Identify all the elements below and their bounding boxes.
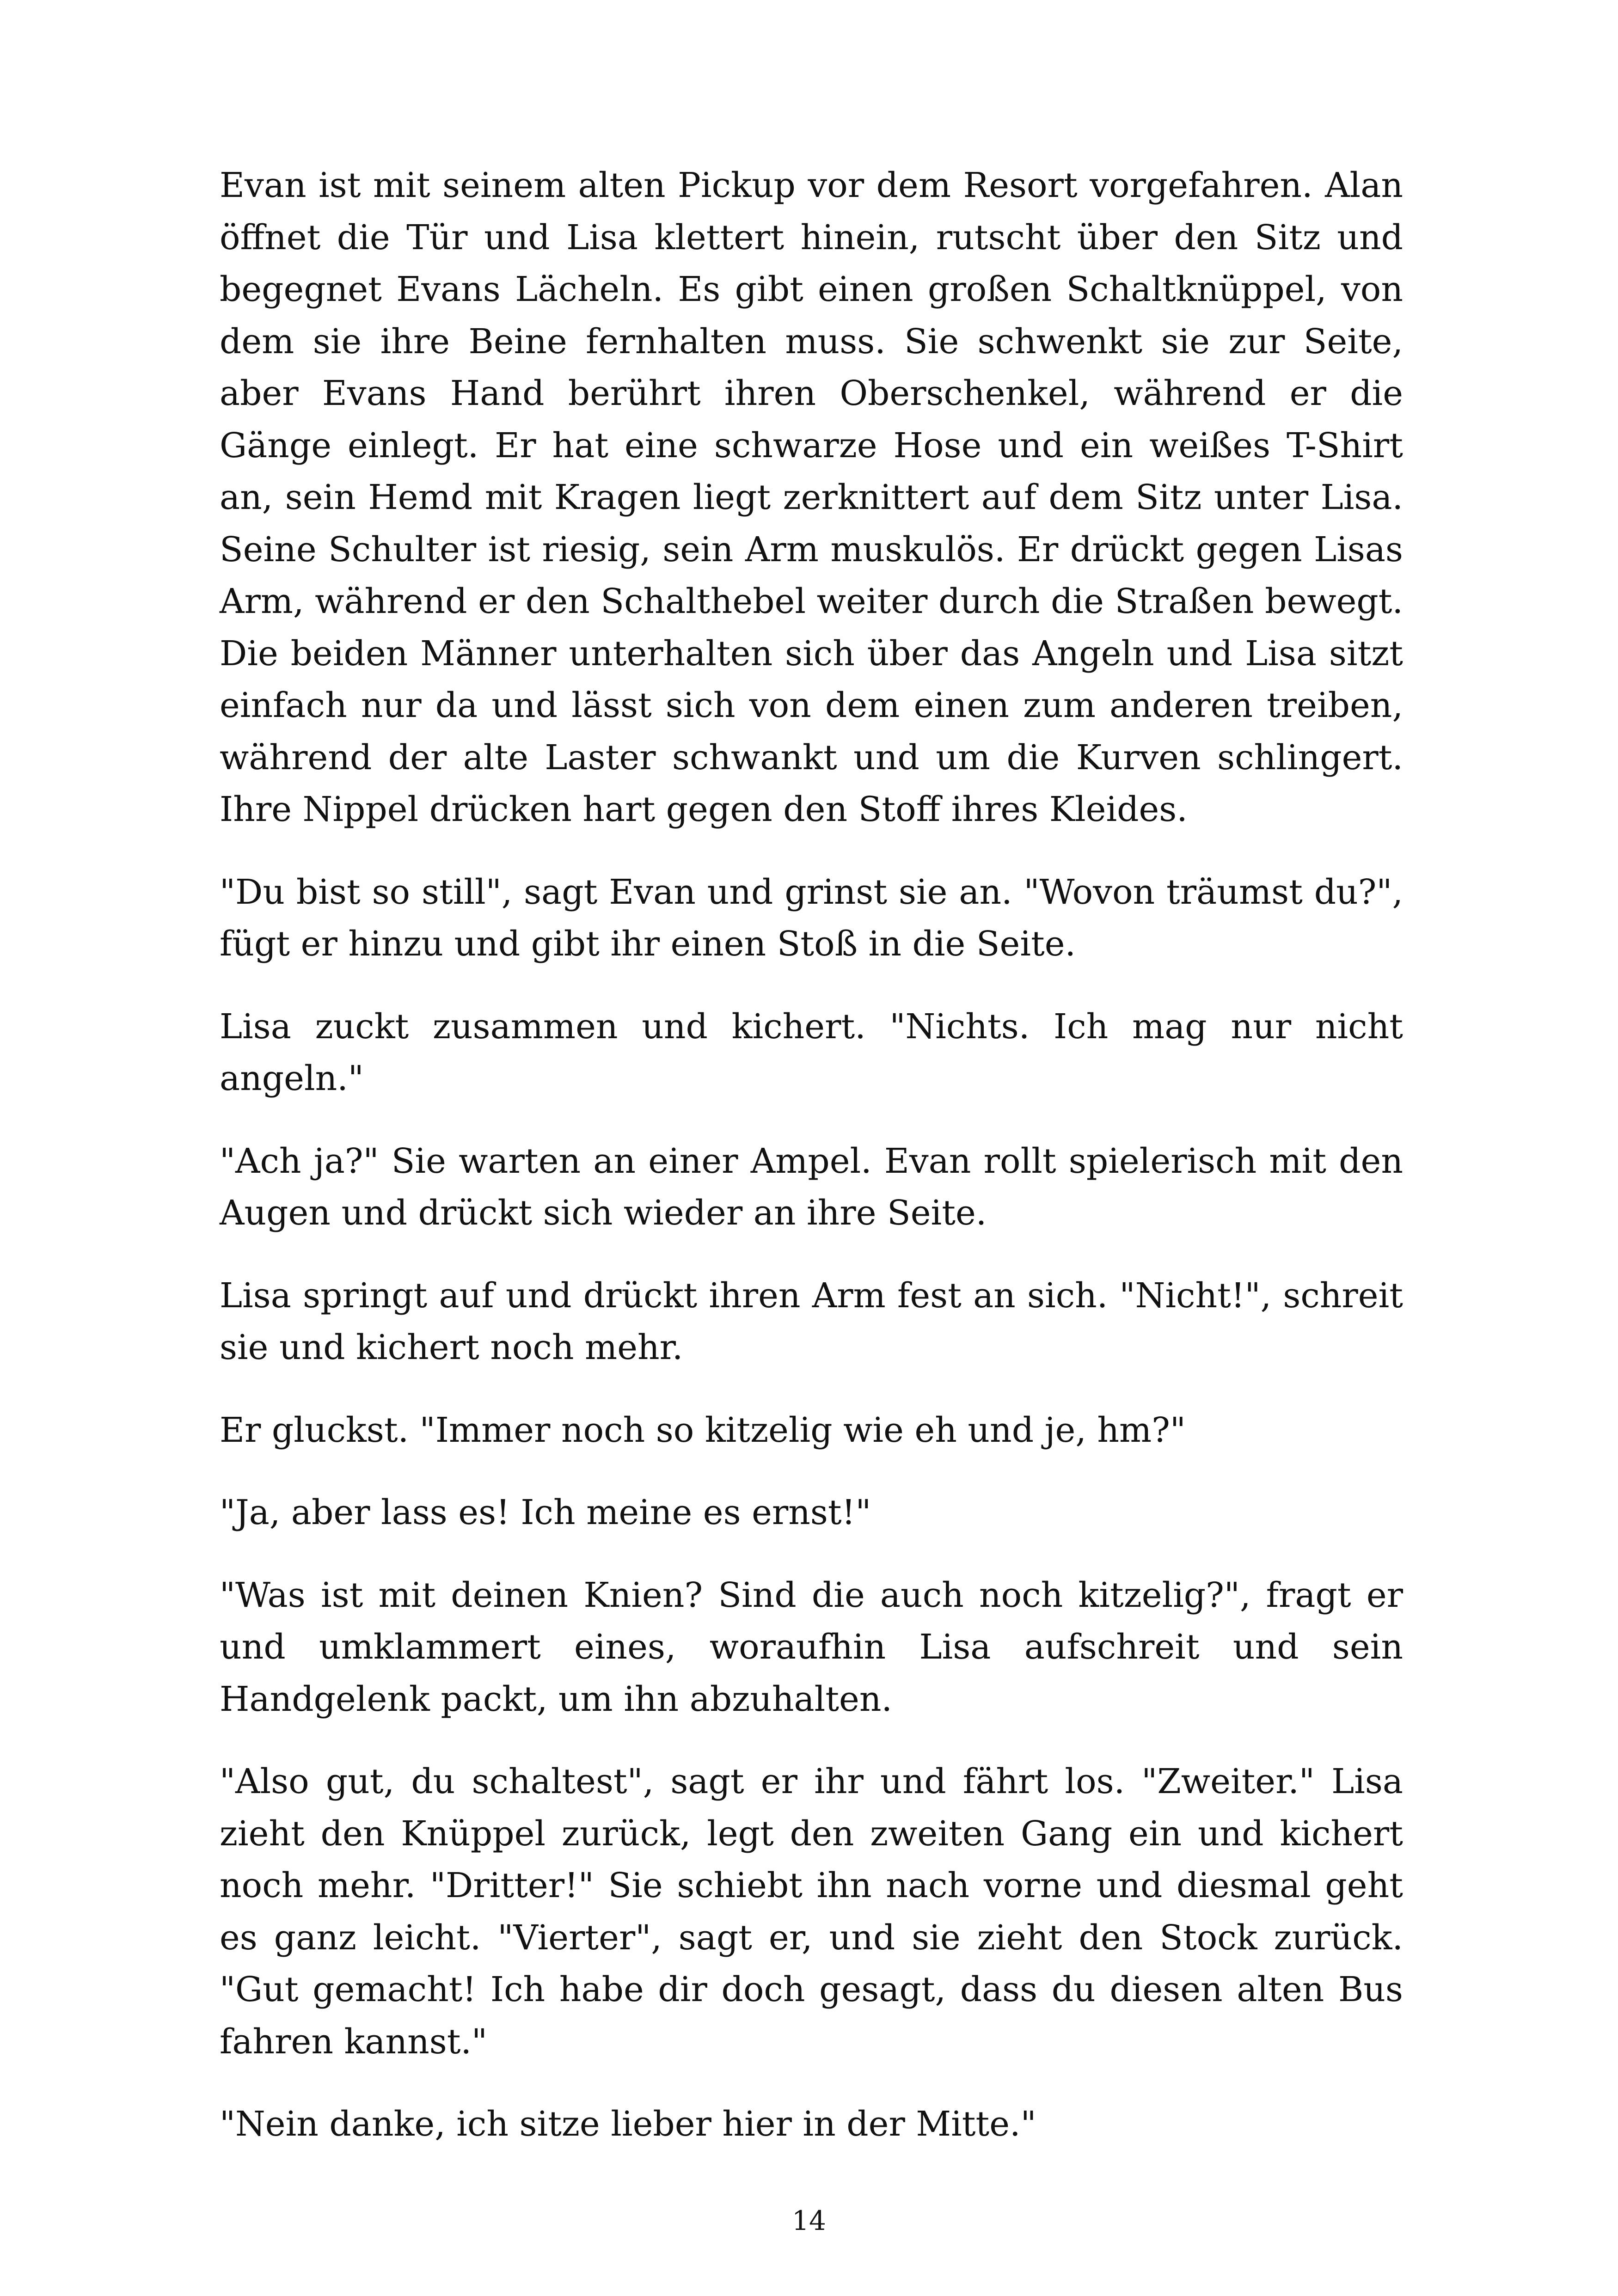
paragraph: Lisa springt auf und drückt ihren Arm fest an sich. "Nicht!", schreit sie und kichert noch mehr. xyxy=(220,1275,1403,1367)
page-number: 14 xyxy=(792,2205,826,2236)
paragraph: Er gluckst. "Immer noch so kitzelig wie eh und je, hm?" xyxy=(220,1410,1186,1450)
body-text xyxy=(220,159,1403,2181)
paragraph: "Also gut, du schaltest", sagt er ihr und fährt los. "Zweiter." Lisa zieht den Knüppel zurück, legt den zweiten Gang ein und kichert noch mehr. "Dritter!" Sie schiebt ihn nach vorne und diesmal geht es ganz leicht. "Vierter", sagt er, und sie zieht den Stock zurück. "Gut gemacht! Ich habe dir doch gesagt, dass du diesen alten Bus fahren kannst." xyxy=(220,1762,1403,2062)
paragraph: "Ja, aber lass es! Ich meine es ernst!" xyxy=(220,1493,871,1532)
paragraph: "Du bist so still", sagt Evan und grinst sie an. "Wovon träumst du?", fügt er hinzu und gibt ihr einen Stoß in die Seite. xyxy=(220,872,1403,964)
paragraph: "Was ist mit deinen Knien? Sind die auch noch kitzelig?", fragt er und umklammert eines, woraufhin Lisa aufschreit und sein Handgelenk packt, um ihn abzuhalten. xyxy=(220,1575,1403,1719)
paragraph: "Nein danke, ich sitze lieber hier in der Mitte." xyxy=(220,2104,1036,2144)
paragraph: Evan ist mit seinem alten Pickup vor dem Resort vorgefahren. Alan öffnet die Tür und Lisa klettert hinein, rutscht über den Sitz und begegnet Evans Lächeln. Es gibt einen großen Schaltknüppel, von dem sie ihre Beine fernhalten muss. Sie schwenkt sie zur Seite, aber Evans Hand berührt ihren Oberschenkel, während er die Gänge einlegt. Er hat eine schwarze Hose und ein weißes T-Shirt an, sein Hemd mit Kragen liegt zerknittert auf dem Sitz unter Lisa. Seine Schulter ist riesig, sein Arm muskulös. Er drückt gegen Lisas Arm, während er den Schalthebel weiter durch die Straßen bewegt. Die beiden Männer unterhalten sich über das Angeln und Lisa sitzt einfach nur da und lässt sich von dem einen zum anderen treiben, während der alte Laster schwankt und um die Kurven schlingert. Ihre Nippel drücken hart gegen den Stoff ihres Kleides. xyxy=(220,165,1403,829)
paragraph: Lisa zuckt zusammen und kichert. "Nichts. Ich mag nur nicht angeln." xyxy=(220,1006,1403,1098)
paragraph: "Ach ja?" Sie warten an einer Ampel. Evan rollt spielerisch mit den Augen und drückt sich wieder an ihre Seite. xyxy=(220,1141,1403,1233)
